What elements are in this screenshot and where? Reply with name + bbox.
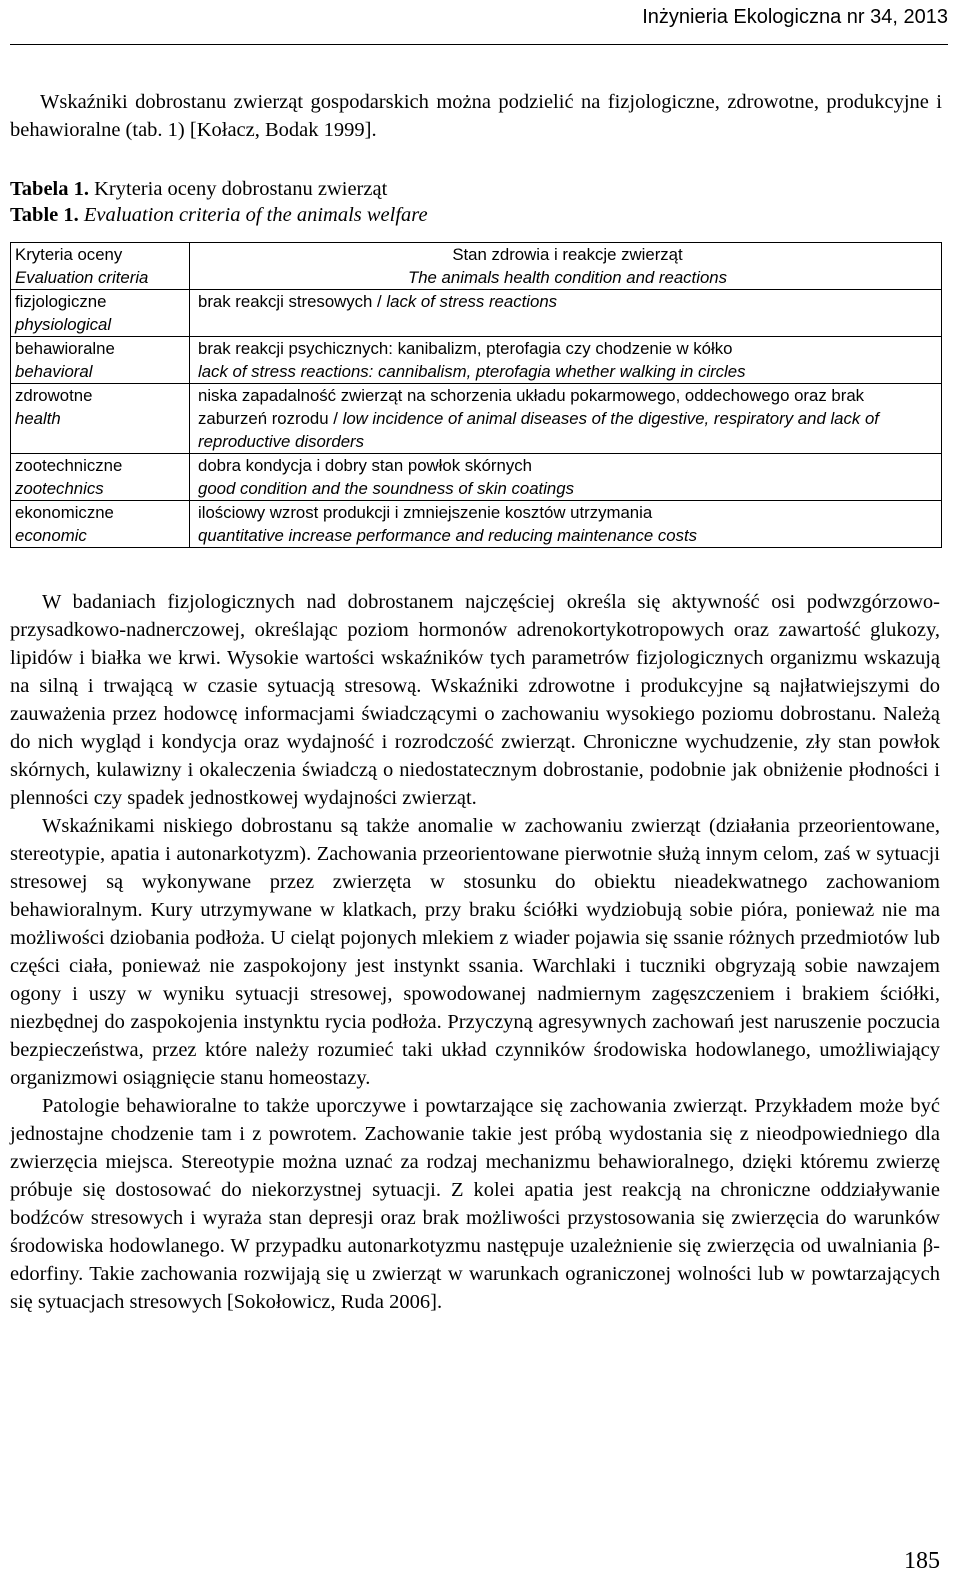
criteria-cell <box>11 290 190 337</box>
description-pl: niska zapadalność zwierząt na schorzenia układu pokarmowego, oddechowego oraz brak zaburzeń rozrodu / <box>198 386 865 428</box>
header-condition-cell <box>190 243 942 290</box>
intro-paragraph <box>10 88 942 144</box>
table-header-row <box>11 243 942 290</box>
description-cell <box>190 454 942 501</box>
body-paragraph: Patologie behawioralne to także uporczywe i powtarzające się zachowania zwierząt. Przykładem może być jednostajne chodzenie tam i z powrotem. Zachowanie takie jest próbą wydostania się z nieodpowiedniego dla zwierzęcia miejsca. Stereotypie można uznać za rodzaj mechanizmu behawioralnego, dzięki któremu zwierzę próbuje się dostosować do niekorzystnej sytuacji. Z kolei apatia jest reakcją na chroniczne oddziaływanie bodźców stresowych i wyraża stan depresji oraz brak możliwości przystosowania się zwierzęcia do warunków środowiska hodowlanego. W przypadku autonarkotyzmu następuje uzależnienie się zwierzęcia od uwalniania β-edorfiny. Takie zachowania rozwijają się u zwierząt w warunkach ograniczonej wolności lub w powtarzających się sytuacjach stresowych [Sokołowicz, Ruda 2006]. <box>10 1095 940 1313</box>
criteria-en: zootechnics <box>15 479 104 498</box>
criteria-en: behavioral <box>15 362 93 381</box>
description-cell <box>190 290 942 337</box>
header-criteria-cell <box>11 243 190 290</box>
page-number: 185 <box>904 1548 940 1574</box>
caption-pl-label: Tabela 1. <box>10 178 89 200</box>
criteria-table <box>10 242 942 548</box>
table-row <box>11 501 942 548</box>
description-pl: ilościowy wzrost produkcji i zmniejszenie kosztów utrzymania <box>198 503 653 522</box>
criteria-cell <box>11 454 190 501</box>
journal-header: Inżynieria Ekologiczna nr 34, 2013 <box>642 6 948 28</box>
table-row <box>11 384 942 454</box>
table-row <box>11 454 942 501</box>
description-cell <box>190 384 942 454</box>
header-divider <box>10 44 948 45</box>
caption-en-label: Table 1. <box>10 204 79 226</box>
description-en: good condition and the soundness of skin coatings <box>198 479 574 498</box>
criteria-pl: fizjologiczne <box>15 292 107 311</box>
table-caption-en <box>10 202 428 228</box>
criteria-cell <box>11 384 190 454</box>
criteria-cell <box>11 501 190 548</box>
description-pl: dobra kondycja i dobry stan powłok skórnych <box>198 456 532 475</box>
header-condition-en: The animals health condition and reactions <box>407 268 728 287</box>
header-criteria-pl: Kryteria oceny <box>15 245 123 264</box>
body-paragraph: W badaniach fizjologicznych nad dobrostanem najczęściej określa się aktywność osi podwzgórzowo-przysadkowo-nadnerczowej, określając poziom hormonów adrenokortykotropowych oraz zawartość glukozy, lipidów i białka we krwi. Wysokie wartości wskaźników tych parametrów fizjologicznych organizmu wskazują na silną i trwającą w czasie sytuacją stresową. Wskaźniki zdrowotne i produkcyjne są najłatwiejszymi do zauważenia przez hodowcę informacjami świadczącymi o zachowaniu wysokiego poziomu dobrostanu. Należą do nich wygląd i kondycja oraz wydajność i rozrodczość zwierząt. Chroniczne wychudzenie, zły stan powłok skórnych, kulawizny i okaleczenia świadczą o niedostatecznym dobrostanie, podobnie jak obniżenie płodności i plenności czy spadek jednostkowej wydajności zwierząt. <box>10 591 940 809</box>
criteria-pl: ekonomiczne <box>15 503 114 522</box>
description-cell <box>190 337 942 384</box>
body-text <box>10 588 940 1316</box>
header-condition-pl: Stan zdrowia i reakcje zwierząt <box>452 245 683 264</box>
criteria-pl: zdrowotne <box>15 386 93 405</box>
table-caption-pl <box>10 176 387 202</box>
intro-text: Wskaźniki dobrostanu zwierząt gospodarskich można podzielić na fizjologiczne, zdrowotne, produkcyjne i behawioralne (tab. 1) [Kołacz, Bodak 1999]. <box>10 91 942 141</box>
criteria-pl: zootechniczne <box>15 456 123 475</box>
caption-en-text: Evaluation criteria of the animals welfare <box>78 204 428 226</box>
description-en: low incidence of animal diseases of the digestive, respiratory and lack of reproductive disorders <box>198 409 879 451</box>
caption-pl-text: Kryteria oceny dobrostanu zwierząt <box>89 178 388 200</box>
criteria-cell <box>11 337 190 384</box>
criteria-en: health <box>15 409 61 428</box>
description-en: quantitative increase performance and reducing maintenance costs <box>198 526 698 545</box>
criteria-pl: behawioralne <box>15 339 115 358</box>
criteria-en: economic <box>15 526 87 545</box>
table-row <box>11 290 942 337</box>
description-en: lack of stress reactions <box>386 292 558 311</box>
description-en: lack of stress reactions: cannibalism, pterofagia whether walking in circles <box>198 362 746 381</box>
description-cell <box>190 501 942 548</box>
body-paragraph: Wskaźnikami niskiego dobrostanu są także anomalie w zachowaniu zwierząt (działania przeorientowane, stereotypie, apatia i autonarkotyzm). Zachowania przeorientowane pierwotnie służą innym celom, zaś w sytuacji stresowej są wykonywane przez zwierzęta w stosunku do obiektu nieadekwatnego zachowaniom behawioralnym. Kury utrzymywane w klatkach, przy braku ściółki wydziobują sobie pióra, ponieważ nie ma możliwości dziobania podłoża. U cieląt pojonych mlekiem z wiader pojawia się ssanie różnych przedmiotów lub części ciała, ponieważ nie zaspokojony jest instynkt ssania. Warchlaki i tuczniki obgryzają sobie nawzajem ogony i uszy w wyniku sytuacji stresowej, spowodowanej nadmiernym zagęszczeniem i brakiem ściółki, niezbędnej do zaspokojenia instynktu rycia podłoża. Przyczyną agresywnych zachowań jest naruszenie poczucia bezpieczeństwa, przez które należy rozumieć taki układ czynników środowiska hodowlanego, umożliwiający organizmowi osiągnięcie stanu homeostazy. <box>10 815 940 1089</box>
description-pl: brak reakcji psychicznych: kanibalizm, pterofagia czy chodzenie w kółko <box>198 339 733 358</box>
table-row <box>11 337 942 384</box>
criteria-en: physiological <box>15 315 112 334</box>
header-criteria-en: Evaluation criteria <box>15 268 149 287</box>
description-pl: brak reakcji stresowych / <box>198 292 387 311</box>
